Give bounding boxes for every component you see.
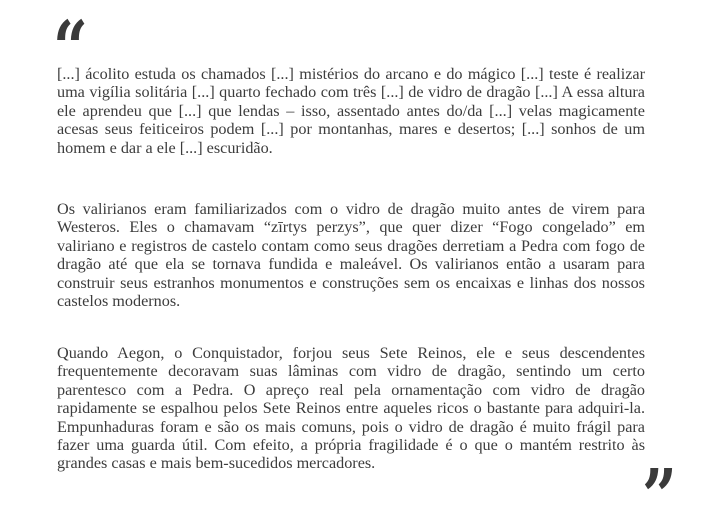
intro-paragraph: [...] ácolito estuda os chamados [...] mistérios do arcano e do mágico [...] teste é realizar uma vigília solitária [...] quarto fechado com três [...] de vidro de dragão [...] A essa altura ele aprendeu que [...] que lendas – isso, assentado antes do/da [...] velas magicamente acesas seus feiticeiros podem [...] por montanhas, mares e desertos; [...] sonhos de um homem e dar a ele [...] escuridão.: [57, 65, 645, 157]
close-quote-mark: ”: [642, 454, 677, 514]
open-quote-mark: “: [53, 6, 88, 92]
body-paragraph-2: Quando Aegon, o Conquistador, forjou seus Sete Reinos, ele e seus descendentes frequentemente decoravam suas lâminas com vidro de dragão, sentindo um certo parentesco com a Pedra. O apreço real pela ornamentação com vidro de dragão rapidamente se espalhou pelos Sete Reinos entre aqueles ricos o bastante para adquiri-la. Empunhaduras foram e são os mais comuns, pois o vidro de dragão é muito frágil para fazer uma guarda útil. Com efeito, a própria fragilidade é o que o mantém restrito às grandes casas e mais bem-sucedidos mercadores.: [57, 344, 645, 473]
body-paragraph-1: Os valirianos eram familiarizados com o vidro de dragão muito antes de virem para Westeros. Eles o chamavam “zīrtys perzys”, que quer dizer “Fogo congelado” em valiriano e registros de castelo contam como seus dragões derretiam a Pedra com fogo de dragão até que ela se tornava fundida e maleável. Os valirianos então a usaram para construir seus estranhos monumentos e construções sem os encaixas e linhas dos nossos castelos modernos.: [57, 200, 645, 311]
